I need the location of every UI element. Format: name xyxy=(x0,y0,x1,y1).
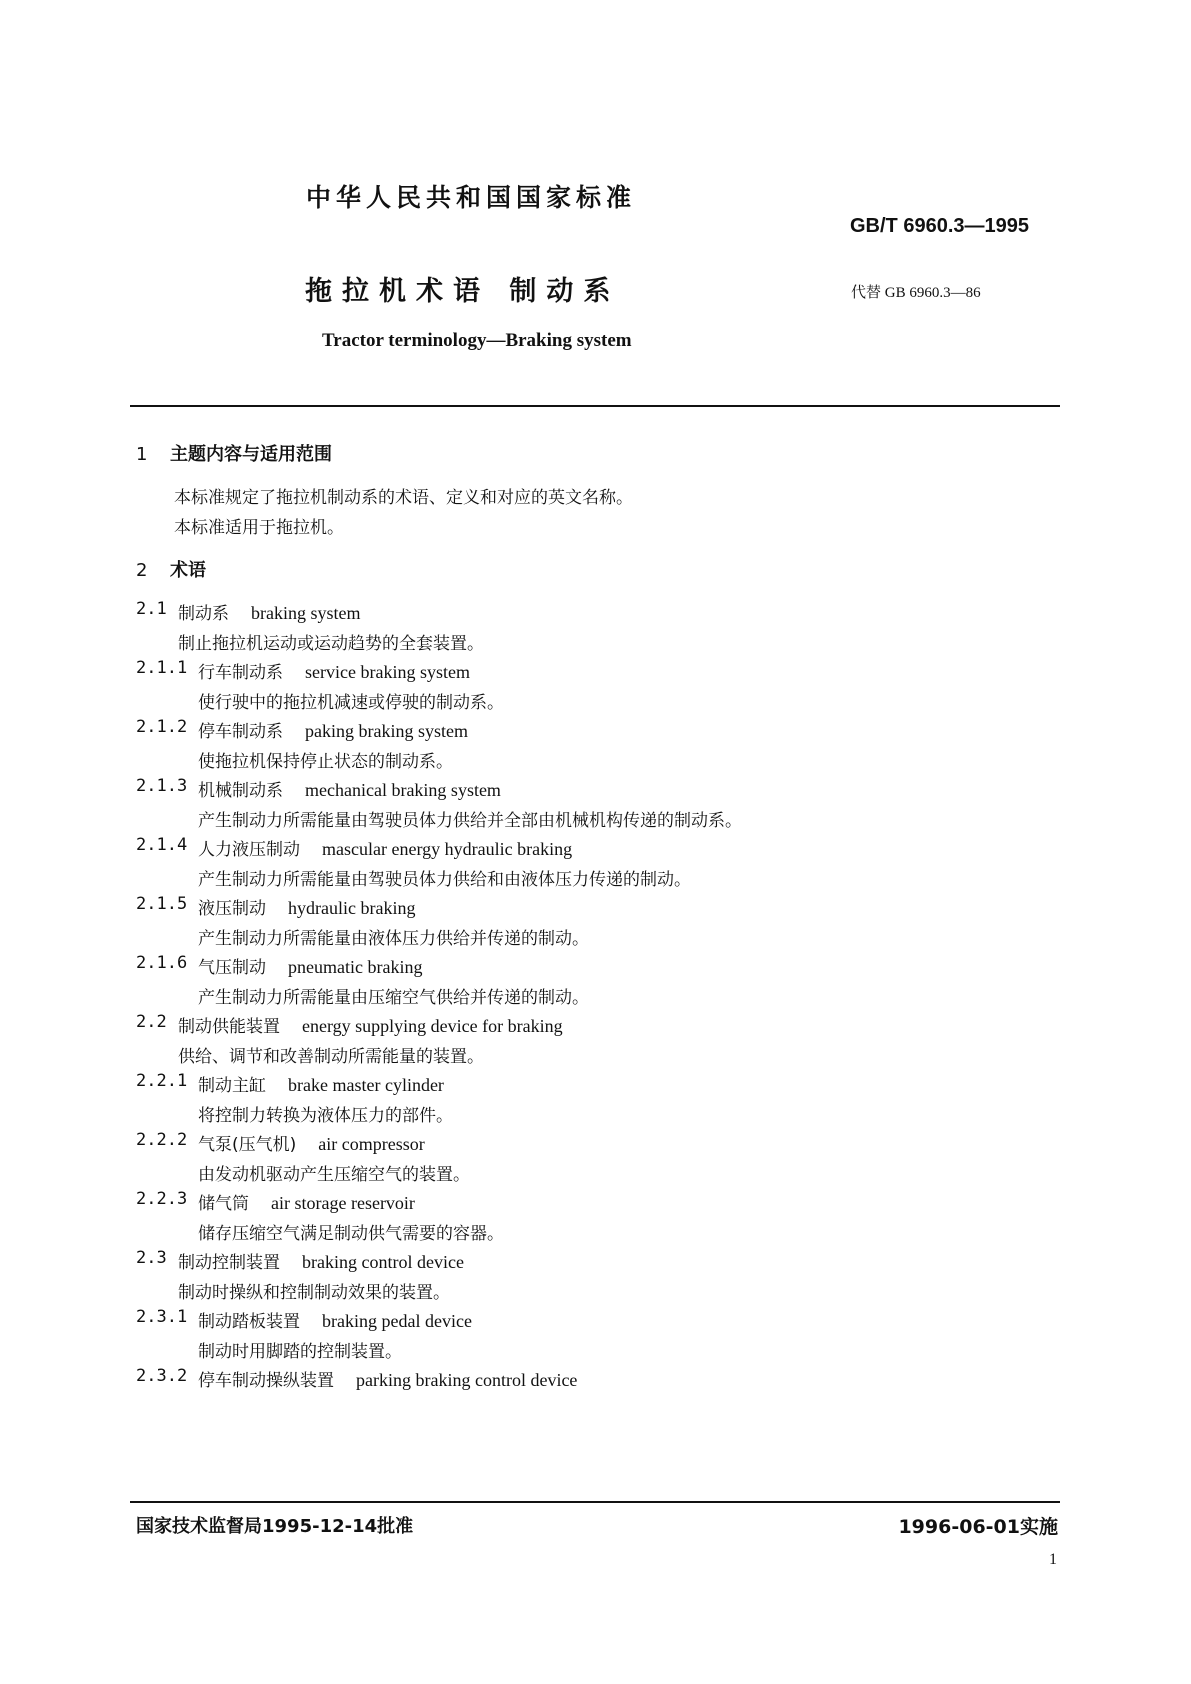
term-number: 2.1.1 xyxy=(136,658,188,678)
section-title: 术语 xyxy=(170,560,206,581)
term-definition: 制动时用脚踏的控制装置。 xyxy=(198,1342,402,1362)
page-number: 1 xyxy=(1049,1551,1057,1568)
term-chinese: 制动控制装置 xyxy=(178,1253,280,1273)
term-number: 2.1.2 xyxy=(136,717,188,737)
term-chinese: 行车制动系 xyxy=(198,663,283,683)
term-definition: 储存压缩空气满足制动供气需要的容器。 xyxy=(198,1224,504,1244)
section-number: 2 xyxy=(136,560,148,581)
term-number: 2.1.3 xyxy=(136,776,188,796)
term-english: service braking system xyxy=(305,662,470,682)
term-number: 2.3.2 xyxy=(136,1366,188,1386)
term-number: 2.2.1 xyxy=(136,1071,188,1091)
section-number: 1 xyxy=(136,444,148,465)
term-english: mascular energy hydraulic braking xyxy=(322,839,573,859)
term-definition: 制止拖拉机运动或运动趋势的全套装置。 xyxy=(178,634,484,654)
term-definition: 产生制动力所需能量由液体压力供给并传递的制动。 xyxy=(198,929,589,949)
document-title: 拖拉机术语 制动系 xyxy=(305,276,621,307)
term-chinese: 气泵(压气机) xyxy=(198,1135,297,1155)
term-number: 2.2 xyxy=(136,1012,167,1032)
term-english: air storage reservoir xyxy=(271,1193,415,1213)
standard-number: GB/T 6960.3—1995 xyxy=(850,215,1029,237)
term-definition: 供给、调节和改善制动所需能量的装置。 xyxy=(178,1047,484,1067)
term-definition: 制动时操纵和控制制动效果的装置。 xyxy=(178,1283,450,1303)
term-english: pneumatic braking xyxy=(288,957,423,977)
term-english: braking control device xyxy=(302,1252,464,1272)
term-chinese: 制动主缸 xyxy=(198,1076,266,1096)
paragraph: 本标准适用于拖拉机。 xyxy=(174,518,344,538)
term-chinese: 制动供能装置 xyxy=(178,1017,280,1037)
term-definition: 将控制力转换为液体压力的部件。 xyxy=(198,1106,453,1126)
term-english: hydraulic braking xyxy=(288,898,416,918)
term-chinese: 停车制动操纵装置 xyxy=(198,1371,334,1391)
term-english: air compressor xyxy=(318,1134,425,1154)
paragraph: 本标准规定了拖拉机制动系的术语、定义和对应的英文名称。 xyxy=(174,488,633,508)
term-chinese: 气压制动 xyxy=(198,958,266,978)
term-chinese: 人力液压制动 xyxy=(198,840,300,860)
term-number: 2.1.4 xyxy=(136,835,188,855)
term-english: paking braking system xyxy=(305,721,468,741)
term-number: 2.1 xyxy=(136,599,167,619)
national-standard-heading: 中华人民共和国国家标准 xyxy=(306,183,637,212)
footer-divider xyxy=(130,1501,1060,1503)
term-chinese: 机械制动系 xyxy=(198,781,283,801)
term-english: braking pedal device xyxy=(322,1311,472,1331)
term-number: 2.1.6 xyxy=(136,953,188,973)
term-chinese: 制动系 xyxy=(178,604,229,624)
term-english: mechanical braking system xyxy=(305,780,501,800)
document-title-english: Tractor terminology—Braking system xyxy=(322,330,632,351)
term-chinese: 储气筒 xyxy=(198,1194,249,1214)
term-chinese: 制动踏板装置 xyxy=(198,1312,300,1332)
term-chinese: 液压制动 xyxy=(198,899,266,919)
term-definition: 使拖拉机保持停止状态的制动系。 xyxy=(198,752,453,772)
term-number: 2.2.3 xyxy=(136,1189,188,1209)
term-english: brake master cylinder xyxy=(288,1075,444,1095)
term-number: 2.3.1 xyxy=(136,1307,188,1327)
term-english: energy supplying device for braking xyxy=(302,1016,563,1036)
implementation-date: 1996-06-01实施 xyxy=(898,1516,1058,1538)
approval-line: 国家技术监督局1995-12-14批准 xyxy=(136,1516,414,1537)
term-definition: 产生制动力所需能量由驾驶员体力供给和由液体压力传递的制动。 xyxy=(198,870,691,890)
section-title: 主题内容与适用范围 xyxy=(170,444,332,465)
term-number: 2.3 xyxy=(136,1248,167,1268)
term-definition: 产生制动力所需能量由驾驶员体力供给并全部由机械机构传递的制动系。 xyxy=(198,811,742,831)
term-definition: 产生制动力所需能量由压缩空气供给并传递的制动。 xyxy=(198,988,589,1008)
section-heading-1 xyxy=(136,440,332,466)
term-english: parking braking control device xyxy=(356,1370,578,1390)
replaces-standard: 代替 GB 6960.3—86 xyxy=(851,285,981,301)
term-number: 2.1.5 xyxy=(136,894,188,914)
term-definition: 使行驶中的拖拉机减速或停驶的制动系。 xyxy=(198,693,504,713)
section-heading-2 xyxy=(136,556,206,582)
term-definition: 由发动机驱动产生压缩空气的装置。 xyxy=(198,1165,470,1185)
term-english: braking system xyxy=(251,603,361,623)
term-chinese: 停车制动系 xyxy=(198,722,283,742)
term-number: 2.2.2 xyxy=(136,1130,188,1150)
header-divider xyxy=(130,405,1060,407)
